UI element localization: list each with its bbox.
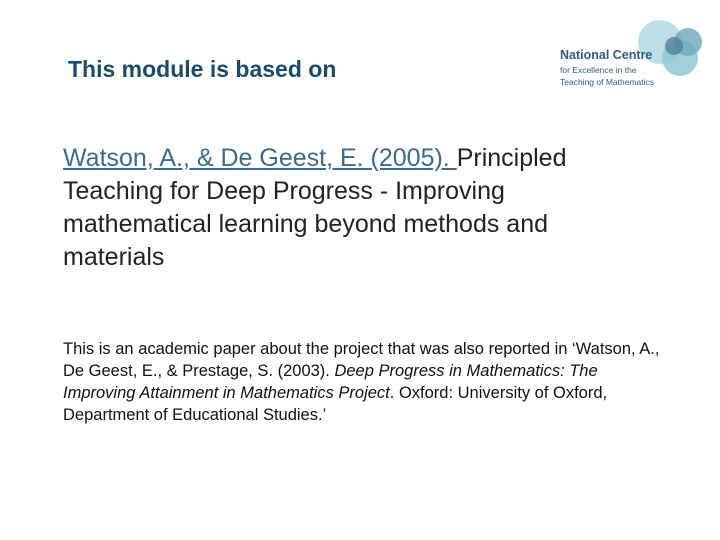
page-title: This module is based on bbox=[68, 56, 337, 82]
note-book-title: Deep Progress in Mathematics: The Improving Attainment in Mathematics Project bbox=[63, 362, 598, 402]
logo-subtitle-line2: Teaching of Mathematics bbox=[560, 77, 655, 87]
citation-link[interactable]: Watson, A., & De Geest, E. (2005). bbox=[63, 144, 457, 172]
paper-note bbox=[63, 338, 673, 426]
logo-title: National Centre bbox=[560, 48, 653, 62]
note-text-start: This is an academic paper about the project that was also reported in ‘Watson, A., De Geest, E., & Prestage, S. (2003). bbox=[63, 340, 660, 380]
logo-subtitle-line1: for Excellence in the bbox=[560, 65, 637, 75]
note-text-end: . Oxford: University of Oxford, Department of Educational Studies.’ bbox=[63, 384, 608, 424]
citation-title: Principled Teaching for Deep Progress - Improving mathematical learning beyond methods and materials bbox=[63, 144, 567, 271]
ncetm-logo bbox=[556, 16, 720, 88]
citation bbox=[63, 142, 653, 274]
